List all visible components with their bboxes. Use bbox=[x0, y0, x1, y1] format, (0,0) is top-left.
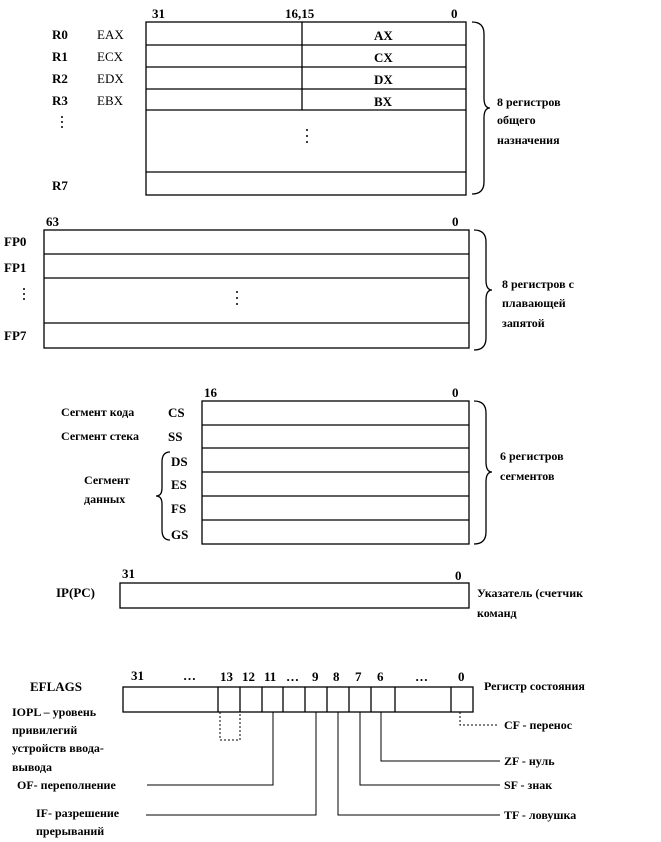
seg-gs: GS bbox=[171, 527, 189, 542]
seg-bit-16: 16 bbox=[204, 385, 217, 400]
eflags-bit-8: 8 bbox=[333, 669, 340, 684]
gpr-note-1: 8 регистров bbox=[497, 95, 561, 109]
eflags-sf: SF - знак bbox=[504, 778, 553, 792]
gpr-r1: R1 bbox=[52, 49, 68, 64]
seg-block bbox=[202, 401, 469, 544]
gpr-note-2: общего bbox=[497, 113, 536, 127]
ip-box bbox=[120, 583, 469, 608]
fpr-note-1: 8 регистров с bbox=[502, 277, 574, 291]
eflags-of: OF- переполнение bbox=[17, 778, 116, 792]
fpr-bit-0: 0 bbox=[452, 214, 459, 229]
gpr-ax: AX bbox=[374, 28, 393, 43]
eflags-if-1: IF- разрешение bbox=[36, 806, 120, 820]
gpr-ebx: EBX bbox=[97, 93, 123, 108]
gpr-bit-16-15: 16,15 bbox=[285, 6, 315, 21]
seg-bit-0: 0 bbox=[452, 385, 459, 400]
eflags-iopl-2: привилегий bbox=[12, 723, 78, 737]
seg-data-desc-2: данных bbox=[84, 492, 126, 506]
eflags-bit-6: 6 bbox=[377, 669, 384, 684]
gpr-r3: R3 bbox=[52, 93, 68, 108]
fpr-note-2: плавающей bbox=[502, 296, 566, 310]
fpr-fp7: FP7 bbox=[4, 328, 27, 343]
ip-note-1: Указатель (счетчик bbox=[477, 586, 584, 600]
seg-fs: FS bbox=[171, 501, 187, 516]
gpr-dx: DX bbox=[374, 72, 393, 87]
seg-data-desc-1: Сегмент bbox=[84, 473, 130, 487]
eflags-bit-11: 11 bbox=[264, 669, 277, 684]
seg-ss-desc: Сегмент стека bbox=[61, 429, 140, 443]
seg-cs: CS bbox=[168, 405, 185, 420]
gpr-edx: EDX bbox=[97, 71, 124, 86]
gpr-cx: CX bbox=[374, 50, 393, 65]
eflags-bit-12: 12 bbox=[242, 669, 255, 684]
ip-label: IP(PC) bbox=[56, 585, 95, 600]
data-seg-brace bbox=[156, 452, 170, 540]
eflags-box bbox=[123, 687, 473, 712]
seg-note-2: сегментов bbox=[500, 469, 555, 483]
ip-labels bbox=[56, 566, 583, 620]
seg-es: ES bbox=[171, 477, 187, 492]
eflags-iopl-3: устройств ввода- bbox=[12, 741, 104, 755]
eflags-dots-1: … bbox=[183, 668, 196, 683]
gpr-r2: R2 bbox=[52, 71, 68, 86]
eflags-title: Регистр состояния bbox=[484, 679, 585, 693]
eflags-iopl-4: вывода bbox=[12, 760, 52, 774]
seg-labels bbox=[61, 385, 564, 542]
eflags-bit-0: 0 bbox=[458, 669, 465, 684]
seg-ss: SS bbox=[168, 429, 183, 444]
eflags-bit-31: 31 bbox=[131, 668, 144, 683]
seg-note-1: 6 регистров bbox=[500, 449, 564, 463]
eflags-bit-13: 13 bbox=[220, 669, 233, 684]
eflags-if-2: прерываний bbox=[36, 824, 105, 838]
gpr-r7: R7 bbox=[52, 178, 68, 193]
fpr-fp1: FP1 bbox=[4, 260, 27, 275]
seg-ds: DS bbox=[171, 454, 188, 469]
gpr-brace bbox=[472, 22, 490, 194]
gpr-eax: EAX bbox=[97, 27, 124, 42]
eflags-cf: CF - перенос bbox=[504, 718, 573, 732]
seg-brace bbox=[474, 401, 492, 544]
gpr-bx: BX bbox=[374, 94, 393, 109]
eflags-leaders bbox=[146, 712, 500, 815]
ip-note-2: команд bbox=[477, 606, 517, 620]
eflags-dots-2: … bbox=[286, 669, 299, 684]
ellipsis-marks bbox=[23, 116, 308, 305]
eflags-label: EFLAGS bbox=[30, 679, 83, 694]
gpr-block bbox=[146, 22, 466, 195]
fpr-bit-63: 63 bbox=[46, 214, 59, 229]
fpr-fp0: FP0 bbox=[4, 234, 27, 249]
gpr-r0: R0 bbox=[52, 27, 68, 42]
eflags-iopl-1: IOPL – уровень bbox=[12, 705, 97, 719]
eflags-dots-3: … bbox=[415, 669, 428, 684]
gpr-note-3: назначения bbox=[497, 133, 560, 147]
gpr-bit-31: 31 bbox=[152, 6, 165, 21]
eflags-bit-9: 9 bbox=[312, 669, 319, 684]
gpr-ecx: ECX bbox=[97, 49, 123, 64]
eflags-zf: ZF - нуль bbox=[504, 754, 555, 768]
gpr-labels bbox=[52, 6, 561, 193]
fpr-note-3: запятой bbox=[502, 316, 545, 330]
ip-bit-0: 0 bbox=[455, 568, 462, 583]
gpr-bit-0: 0 bbox=[451, 6, 458, 21]
fpr-block bbox=[44, 230, 469, 348]
seg-cs-desc: Сегмент кода bbox=[61, 405, 135, 419]
eflags-bit-7: 7 bbox=[355, 669, 362, 684]
eflags-labels bbox=[12, 668, 585, 838]
eflags-tf: TF - ловушка bbox=[504, 808, 577, 822]
fpr-brace bbox=[474, 230, 492, 350]
ip-bit-31: 31 bbox=[122, 566, 135, 581]
